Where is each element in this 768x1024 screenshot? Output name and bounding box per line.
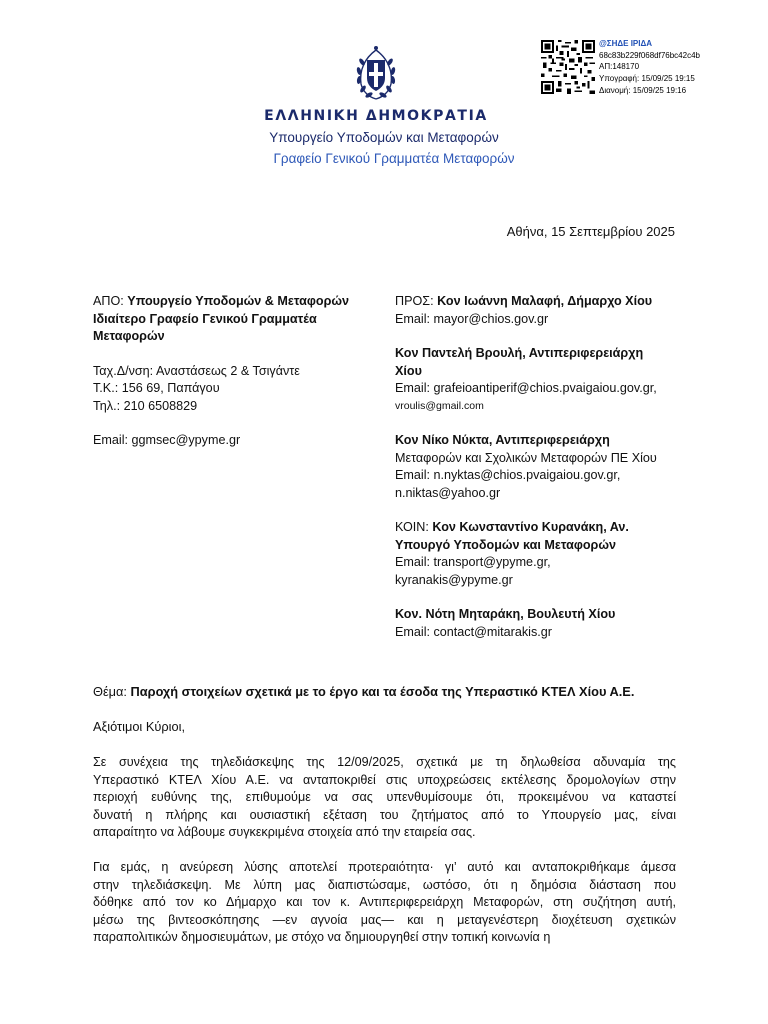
paragraph-line: μέσω της βιντεοσκόπησης —εν αγνοία μας— και η μεταγενέστερη διοχέτευση σχετικών — [93, 912, 676, 927]
sender-postcode: Τ.Κ.: 156 69, Παπάγου — [93, 381, 220, 395]
sender-line-2: Ιδιαίτερο Γραφείο Γενικού Γραμματέα — [93, 311, 317, 326]
stamp-title: @ΣΗΔΕ ΙΡΙΔΑ — [599, 39, 652, 48]
paragraph-line: παραπολιτικών δημοσιευμάτων, με στόχο να δημιουργηθεί στην τοπική κοινωνία η — [93, 930, 551, 945]
stamp-protocol: ΑΠ:148170 — [599, 62, 640, 72]
hellenic-republic-emblem-icon — [351, 44, 401, 102]
to-label: ΠΡΟΣ: — [395, 294, 438, 308]
recipient-3-email-line-1: Email: n.nyktas@chios.pvaigaiou.gov.gr, — [395, 468, 621, 482]
paragraph-line: Σε συνέχεια της τηλεδιάσκεψης της 12/09/2025, σχετικά με τη δηλωθείσα αδυναμία της — [93, 755, 676, 769]
recipient-3-name: Κον Νίκο Νύκτα, Αντιπεριφερειάρχη — [395, 433, 610, 447]
subject-text: Παροχή στοιχείων σχετικά με το έργο και τα έσοδα της Υπεραστικό ΚΤΕΛ Χίου Α.Ε. — [130, 684, 635, 699]
paragraph-line: στην τηλεδιάσκεψη. Με λύπη μας διαπιστώσαμε, ωστόσο, ότι η δημόσια διάσταση που — [93, 877, 676, 892]
recipient-3-role: Μεταφορών και Σχολικών Μεταφορών ΠΕ Χίου — [395, 450, 657, 465]
cc-2-email: Email: contact@mitarakis.gr — [395, 624, 552, 639]
greeting: Αξιότιμοι Κύριοι, — [93, 719, 186, 734]
state-heading: ΕΛΛΗΝΙΚΗ ΔΗΜΟΚΡΑΤΙΑ — [264, 108, 488, 124]
paragraph-line: δόθηκε από τον κο Δήμαρχο και τον κ. Αντιπεριφερειάρχη Μεταφορών, στη συζήτηση αυτή, — [93, 895, 676, 910]
recipient-1-name: Κον Ιωάννη Μαλαφή, Δήμαρχο Χίου — [437, 294, 653, 308]
cc-label: ΚΟΙΝ: — [395, 520, 433, 534]
sender-line-1: Υπουργείο Υποδομών & Μεταφορών — [127, 294, 350, 308]
recipient-2-name-line-1: Κον Παντελή Βρουλή, Αντιπεριφερειάρχη — [395, 346, 644, 360]
paragraph-line: Για εμάς, η ανεύρεση λύσης αποτελεί προτεραιότητα· γι’ αυτό και ανταποκριθήκαμε άμεσα — [93, 860, 676, 874]
document-date: Αθήνα, 15 Σεπτεμβρίου 2025 — [506, 224, 675, 239]
from-label: ΑΠΟ: — [93, 294, 128, 308]
sender-line-3: Μεταφορών — [93, 329, 165, 343]
stamp-signature-date: Υπογραφή: 15/09/25 19:15 — [599, 74, 695, 84]
paragraph-line: περιοχή ευθύνης της, επιθυμούμε να σας υπενθυμίσουμε ότι, προκειμένου να καταστεί — [93, 790, 676, 805]
subject-line — [93, 684, 634, 699]
paragraph-line: Υπεραστικό ΚΤΕΛ Χίου Α.Ε. να ανταποκριθεί στις υποχρεώσεις εκτέλεσης δρομολογίων στην — [93, 772, 676, 787]
body-paragraph-1 — [93, 754, 676, 842]
cc-1-name-line-2: Υπουργό Υποδομών και Μεταφορών — [395, 537, 616, 552]
electronic-signature-stamp — [599, 38, 700, 97]
ministry-heading: Υπουργείο Υποδομών και Μεταφορών — [269, 130, 499, 145]
sender-phone: Τηλ.: 210 6508829 — [93, 398, 198, 413]
cc-1-email-line-1: Email: transport@ypyme.gr, — [395, 555, 551, 569]
stamp-distribution-date: Διανομή: 15/09/25 19:16 — [599, 85, 687, 95]
sender-address: Ταχ.Δ/νση: Αναστάσεως 2 & Τσιγάντε — [93, 363, 300, 378]
qr-code-icon — [541, 40, 595, 94]
sender-email: Email: ggmsec@ypyme.gr — [93, 433, 241, 447]
stamp-hash: 68c83b229f068df76bc42c4b — [599, 50, 700, 60]
recipient-2-email-line-2: vroulis@gmail.com — [395, 399, 484, 412]
sender-block — [93, 293, 383, 450]
recipient-3-email-line-2: n.niktas@yahoo.gr — [395, 485, 501, 500]
paragraph-line: δυνατή η πλήρης και ουσιαστική εξέταση του ζητήματος από το Υπουργείο μας, είναι — [93, 807, 676, 822]
paragraph-line: απαραίτητο να λάβουμε συγκεκριμένα στοιχεία από την εταιρεία σας. — [93, 825, 476, 840]
subject-label: Θέμα: — [93, 684, 131, 699]
recipient-1-email: Email: mayor@chios.gov.gr — [395, 311, 549, 326]
office-heading: Γραφείο Γενικού Γραμματέα Μεταφορών — [273, 151, 515, 166]
cc-1-name-line-1: Κον Κωνσταντίνο Κυρανάκη, Αν. — [432, 520, 629, 534]
cc-1-email-line-2: kyranakis@ypyme.gr — [395, 572, 513, 587]
recipient-2-email-line-1: Email: grafeioantiperif@chios.pvaigaiou.gov.gr, — [395, 381, 657, 395]
cc-2-name: Κον. Νότη Μηταράκη, Βουλευτή Χίου — [395, 607, 616, 621]
body-paragraph-2 — [93, 859, 676, 947]
recipient-block — [395, 293, 695, 641]
recipient-2-name-line-2: Χίου — [395, 363, 422, 378]
